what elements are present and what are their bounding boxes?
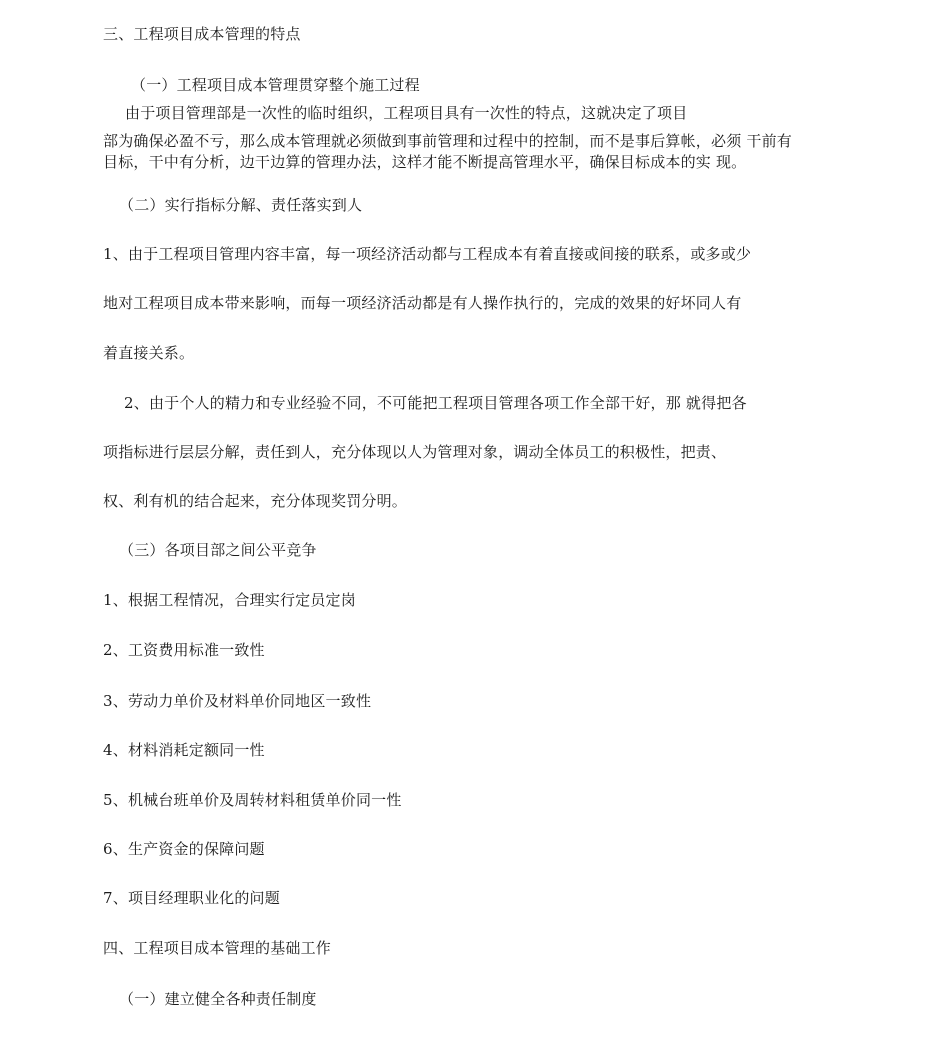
- paragraph-line: 项指标进行层层分解，责任到人，充分体现以人为管理对象，调动全体员工的积极性，把责、: [103, 443, 727, 461]
- list-item: 3、劳动力单价及材料单价同地区一致性: [103, 692, 372, 710]
- paragraph-line: 着直接关系。: [103, 344, 195, 362]
- list-item: 4、材料消耗定额同一性: [103, 741, 265, 759]
- subsection-title: （二）实行指标分解、责任落实到人: [119, 196, 363, 214]
- list-item: 5、机械台班单价及周转材料租赁单价同一性: [103, 791, 402, 809]
- paragraph-line: 目标，干中有分析，边干边算的管理办法，这样才能不断提高管理水平，确保目标成本的实 现。: [103, 153, 747, 171]
- list-item: 1、根据工程情况，合理实行定员定岗: [103, 591, 356, 609]
- paragraph-line: 权、利有机的结合起来，充分体现奖罚分明。: [103, 492, 408, 510]
- subsection-title: （三）各项目部之间公平竞争: [119, 541, 317, 559]
- paragraph-line: 部为确保必盈不亏，那么成本管理就必须做到事前管理和过程中的控制，而不是事后算帐，必须 干前有: [103, 132, 792, 150]
- section-heading: 四、工程项目成本管理的基础工作: [103, 939, 332, 957]
- list-item: 6、生产资金的保障问题: [103, 840, 265, 858]
- subsection-title: （一）工程项目成本管理贯穿整个施工过程: [131, 76, 420, 94]
- paragraph-line: 2、由于个人的精力和专业经验不同，不可能把工程项目管理各项工作全部干好，那 就得把各: [124, 394, 747, 412]
- paragraph-line: 地对工程项目成本带来影响，而每一项经济活动都是有人操作执行的，完成的效果的好坏同人有: [103, 294, 742, 312]
- subsection-title: （一）建立健全各种责任制度: [119, 990, 317, 1008]
- paragraph-line: 由于项目管理部是一次性的临时组织，工程项目具有一次性的特点，这就决定了项目: [125, 104, 688, 122]
- section-heading: 三、工程项目成本管理的特点: [103, 25, 301, 43]
- paragraph-line: 1、由于工程项目管理内容丰富，每一项经济活动都与工程成本有着直接或间接的联系，或多或少: [103, 245, 752, 263]
- list-item: 7、项目经理职业化的问题: [103, 889, 280, 907]
- list-item: 2、工资费用标准一致性: [103, 641, 265, 659]
